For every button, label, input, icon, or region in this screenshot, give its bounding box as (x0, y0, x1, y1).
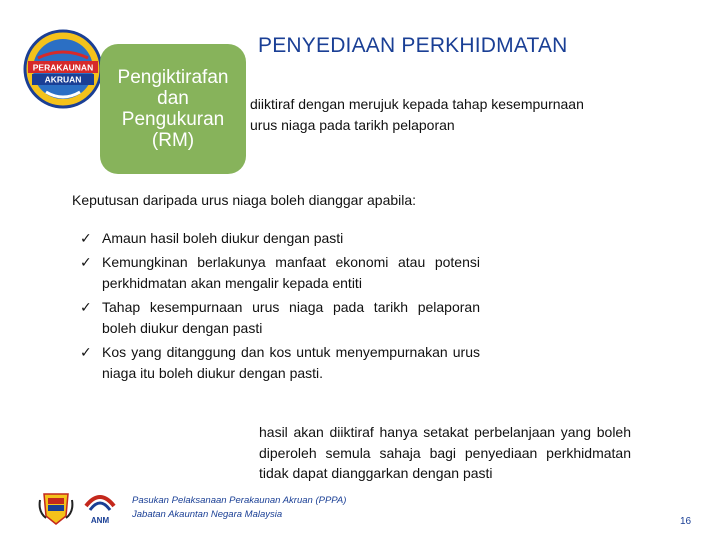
intro-line-2: urus niaga pada tarikh pelaporan (250, 117, 455, 133)
anm-logo-icon (86, 497, 114, 525)
list-item (80, 297, 480, 339)
checkmark-icon: ✓ (80, 299, 92, 315)
intro-text (250, 94, 670, 136)
conditions-heading: Keputusan daripada urus niaga boleh dianggar apabila: (72, 192, 417, 208)
list-item (80, 228, 480, 249)
list-item (80, 252, 480, 294)
topic-box-text (118, 67, 229, 151)
anm-logo-label: ANM (90, 516, 110, 525)
list-item (80, 342, 480, 384)
list-item-text: Amaun hasil boleh diukur dengan pasti (102, 230, 344, 246)
malaysia-crest-icon (40, 494, 73, 524)
note-text: hasil akan diiktiraf hanya setakat perbelanjaan yang boleh diperoleh semula sahaja bagi penyediaan perkhidmatan tidak dapat dianggarkan dengan pasti (259, 424, 631, 481)
footer-text (132, 494, 346, 522)
akruan-crest-logo (22, 28, 104, 110)
topic-box (100, 44, 246, 174)
checkmark-icon: ✓ (80, 230, 92, 246)
page-number: 16 (680, 516, 692, 527)
topic-line-3: Pengukuran (121, 109, 225, 130)
logo-text-line1: PERAKAUNAN (32, 62, 94, 73)
checkmark-icon: ✓ (80, 254, 92, 270)
list-item-text: Kemungkinan berlakunya manfaat ekonomi atau potensi perkhidmatan akan mengalir kepada entiti (102, 254, 480, 291)
topic-line-4: (RM) (151, 130, 195, 151)
list-item-text: Tahap kesempurnaan urus niaga pada tarikh pelaporan boleh diukur dengan pasti (102, 299, 480, 336)
logo-text-line2: AKRUAN (44, 74, 82, 85)
footer-line-2: Jabatan Akauntan Negara Malaysia (132, 509, 283, 520)
list-item-text: Kos yang ditanggung dan kos untuk menyempurnakan urus niaga itu boleh diukur dengan pasti. (102, 344, 480, 381)
intro-line-1: diiktiraf dengan merujuk kepada tahap kesempurnaan (250, 96, 584, 112)
topic-line-1: Pengiktirafan (117, 67, 229, 88)
government-logos (38, 486, 120, 530)
page-title: PENYEDIAAN PERKHIDMATAN (258, 34, 568, 57)
checkmark-icon: ✓ (80, 344, 92, 360)
conditions-list (80, 228, 480, 387)
topic-line-2: dan (157, 88, 189, 109)
footer-line-1: Pasukan Pelaksanaan Perakaunan Akruan (PPPA) (132, 495, 347, 506)
